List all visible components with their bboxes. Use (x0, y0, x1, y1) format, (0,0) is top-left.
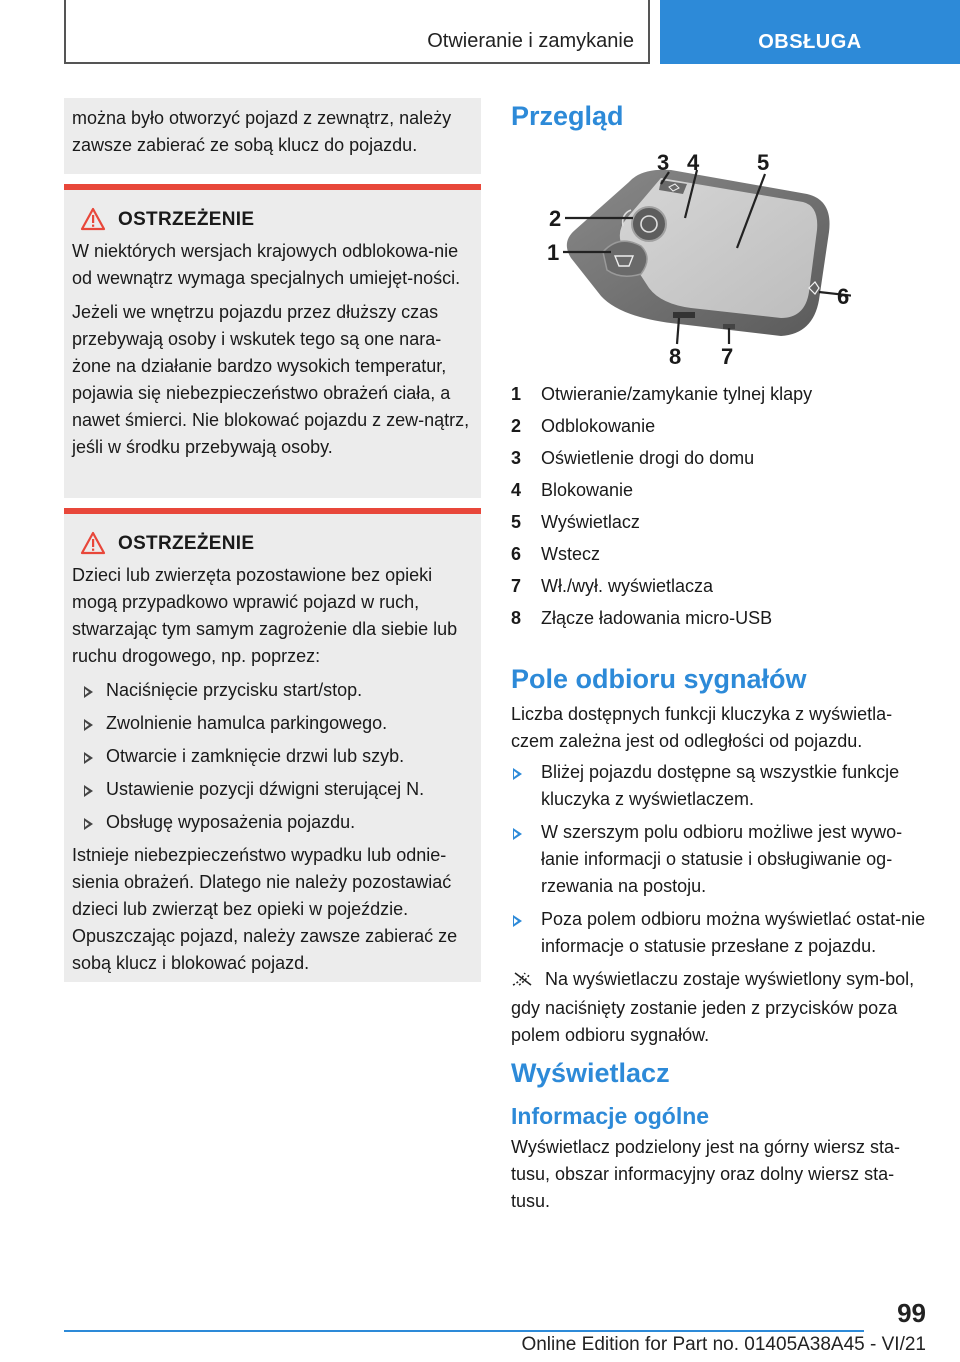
chapter-tab: OBSŁUGA (660, 0, 960, 64)
range-section (511, 664, 926, 1049)
list-item: 1 Otwieranie/zamykanie tylnej klapy (511, 384, 813, 404)
list-item: 4 Blokowanie (511, 480, 634, 500)
footer-divider (64, 1330, 864, 1332)
list-item: 8 Złącze ładowania micro-USB (511, 608, 773, 628)
figure-label-3: 3 (657, 150, 670, 175)
footer-edition: Online Edition for Part no. 01405A38A45 - VI/21 (521, 1334, 926, 1355)
bullet-triangle-icon (84, 752, 93, 764)
list-item: 3 Oświetlenie drogi do domu (511, 448, 755, 468)
display-key-illustration (511, 148, 851, 370)
list-item: Naciśnięcie przycisku start/stop. (72, 677, 473, 704)
figure-label-1: 1 (547, 240, 560, 265)
bullet-triangle-icon (513, 828, 522, 840)
figure-label-5: 5 (757, 150, 770, 175)
display-section (511, 1058, 926, 1215)
list-item: Otwarcie i zamknięcie drzwi lub szyb. (72, 743, 473, 770)
warning-box-2 (64, 508, 481, 982)
bullet-triangle-icon (84, 719, 93, 731)
figure-label-8: 8 (669, 344, 682, 369)
general-info-heading: Informacje ogólne (511, 1103, 710, 1129)
figure-label-6: 6 (837, 284, 850, 309)
list-item: Bliżej pojazdu dostępne są wszystkie funkcje kluczyka z wyświetlaczem. (511, 759, 926, 813)
list-item: 7 Wł./wył. wyświetlacza (511, 576, 714, 596)
header-frame (64, 0, 650, 64)
display-key-figure (511, 148, 851, 370)
list-item: Obsługę wyposażenia pojazdu. (72, 809, 473, 836)
overview-heading: Przegląd (511, 101, 624, 131)
warning-heading: OSTRZEŻENIE (118, 208, 255, 230)
warning-box-1 (64, 184, 481, 498)
list-item: W szerszym polu odbioru możliwe jest wywo-łanie informacji o statusie i obsługiwanie og-rzewania na postoju. (511, 819, 926, 900)
warning-triangle-icon (72, 206, 118, 232)
list-item: 2 Odblokowanie (511, 416, 656, 436)
no-signal-icon (511, 968, 545, 995)
warning-paragraph: Jeżeli we wnętrzu pojazdu przez dłuższy czas przebywają osoby i wskutek tego są one nara-żone na działanie bardzo wysokich temperatur, pojawia się niebezpieczeństwo obrażeń ciała, a nawet śmierci. Nie blokować pojazdu z zew-nątrz, jeśli w środku przebywają osoby. (72, 302, 470, 457)
list-item: 6 Wstecz (511, 544, 601, 564)
warning-heading: OSTRZEŻENIE (118, 532, 255, 554)
warning-triangle-icon (72, 530, 118, 556)
page-number: 99 (897, 1298, 926, 1328)
bullet-triangle-icon (513, 915, 522, 927)
bullet-triangle-icon (84, 686, 93, 698)
bullet-triangle-icon (84, 818, 93, 830)
figure-label-4: 4 (687, 150, 700, 175)
list-item: Ustawienie pozycji dźwigni sterującej N. (72, 776, 473, 803)
figure-label-7: 7 (721, 344, 734, 369)
section-title: Otwieranie i zamykanie (427, 30, 634, 52)
general-info-text: Wyświetlacz podzielony jest na górny wiersz sta-tusu, obszar informacyjny oraz dolny wiersz sta-tusu. (511, 1137, 900, 1211)
note-top-text: można było otworzyć pojazd z zewnątrz, należy zawsze zabierać ze sobą klucz do pojazdu. (72, 108, 452, 155)
warning-paragraph: W niektórych wersjach krajowych odblokowa-nie od wewnątrz wymaga specjalnych umiejęt-ności. (72, 241, 461, 288)
warning-paragraph: Dzieci lub zwierzęta pozostawione bez opieki mogą przypadkowo wprawić pojazd w ruch, stwarzając tym samym zagrożenie dla siebie lub ruchu drogowego, np. poprzez: (72, 565, 458, 666)
range-heading: Pole odbioru sygnałów (511, 664, 807, 694)
warning-paragraph: Istnieje niebezpieczeństwo wypadku lub odnie-sienia obrażeń. Dlatego nie należy pozostawiać dzieci lub zwierząt bez opieki w pojeździe. Opuszczając pojazd, należy zawsze zabierać ze sobą klucz i blokować pojazd. (72, 845, 458, 973)
list-item: 5 Wyświetlacz (511, 512, 640, 532)
bullet-triangle-icon (84, 785, 93, 797)
range-note: Na wyświetlaczu zostaje wyświetlony sym-bol, gdy naciśnięty zostanie jeden z przycisków poza polem odbioru sygnałów. (511, 969, 915, 1045)
bullet-triangle-icon (513, 768, 522, 780)
list-item: Poza polem odbioru można wyświetlać ostat-nie informacje o statusie przesłane z pojazdu. (511, 906, 926, 960)
display-heading: Wyświetlacz (511, 1058, 670, 1088)
note-top (64, 98, 481, 174)
list-item: Zwolnienie hamulca parkingowego. (72, 710, 473, 737)
figure-label-2: 2 (549, 206, 562, 231)
range-intro: Liczba dostępnych funkcji kluczyka z wyświetla-czem zależna jest od odległości od pojazdu. (511, 704, 893, 751)
